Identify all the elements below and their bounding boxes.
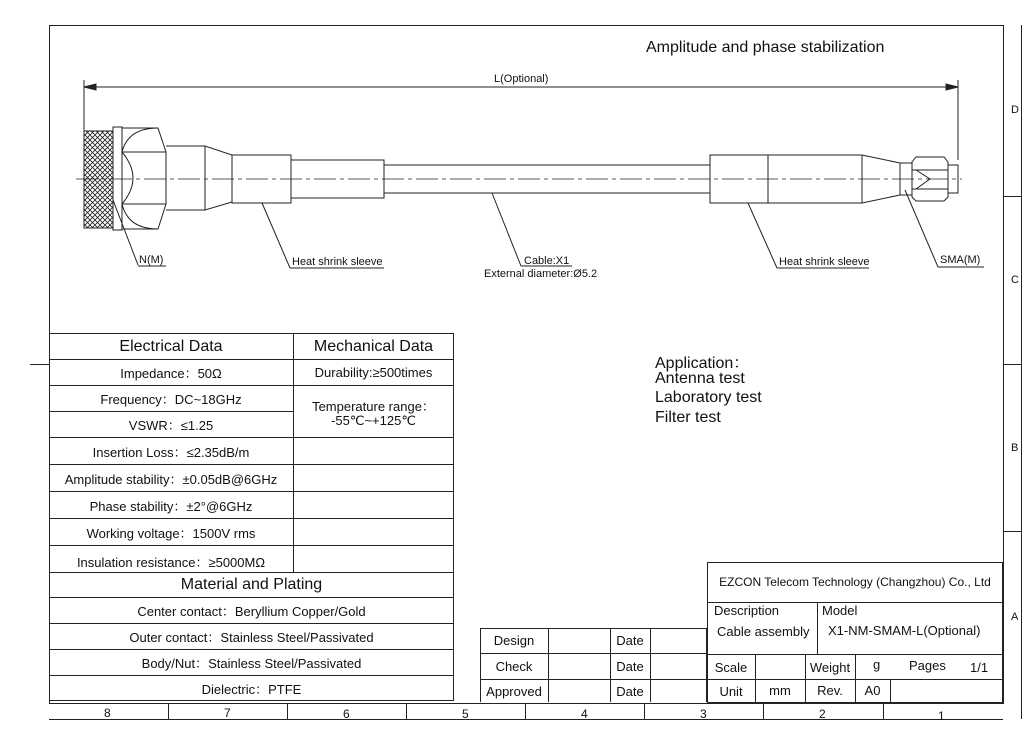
center-mark bbox=[30, 364, 49, 365]
zone-label-8: 8 bbox=[104, 706, 111, 720]
material-row: Outer contact：Stainless Steel/Passivated bbox=[129, 629, 374, 645]
bottom-zone-line bbox=[49, 719, 1003, 720]
drawing-title: Amplitude and phase stabilization bbox=[646, 39, 885, 56]
zone-label-d: D bbox=[1011, 104, 1019, 116]
rev-value: A0 bbox=[864, 682, 881, 698]
sleeve-taper-left bbox=[291, 160, 384, 198]
leader-cable bbox=[492, 193, 521, 266]
electrical-row: Insertion Loss：≤2.35dB/m bbox=[92, 444, 250, 460]
electrical-row: VSWR：≤1.25 bbox=[128, 418, 214, 433]
leader-heat-right bbox=[748, 203, 777, 268]
electrical-row: Amplitude stability：±0.05dB@6GHz bbox=[64, 471, 278, 487]
approved-label: Approved bbox=[486, 683, 542, 699]
col-line bbox=[650, 628, 651, 702]
zone-tick bbox=[1003, 364, 1021, 365]
n-connector-ferrule bbox=[166, 146, 232, 210]
application-item: Filter test bbox=[655, 409, 721, 426]
unit-label: Unit bbox=[719, 683, 743, 699]
zone-tick bbox=[168, 703, 169, 719]
zone-label-5: 5 bbox=[462, 707, 469, 721]
mechanical-header: Mechanical Data bbox=[313, 338, 434, 355]
scale-value bbox=[755, 655, 805, 679]
electrical-row: Insulation resistance：≥5000MΩ bbox=[76, 554, 266, 570]
zone-label-7: 7 bbox=[224, 706, 231, 720]
model-value: X1-NM-SMAM-L(Optional) bbox=[828, 623, 981, 638]
electrical-row: Impedance：50Ω bbox=[120, 366, 222, 381]
application-header: Application： bbox=[655, 355, 750, 372]
zone-tick bbox=[883, 703, 884, 719]
electrical-row: Working voltage：1500V rms bbox=[86, 525, 256, 541]
zone-tick bbox=[644, 703, 645, 719]
weight-label: Weight bbox=[809, 659, 851, 675]
zone-tick bbox=[763, 703, 764, 719]
unit-value: mm bbox=[769, 682, 791, 698]
zone-tick bbox=[287, 703, 288, 719]
zone-tick bbox=[1003, 531, 1021, 532]
model-label: Model bbox=[822, 603, 858, 618]
durability: Durability:≥500times bbox=[314, 365, 433, 380]
row-line bbox=[49, 545, 454, 546]
callout-heat-shrink-right: Heat shrink sleeve bbox=[779, 256, 870, 268]
pages-value: 1/1 bbox=[970, 660, 989, 675]
dimension-arrow-left bbox=[84, 84, 96, 90]
pages-label: Pages bbox=[909, 658, 946, 673]
electrical-row: Phase stability：±2°@6GHz bbox=[89, 498, 253, 514]
material-row: Dielectric：PTFE bbox=[201, 681, 302, 697]
zone-tick bbox=[406, 703, 407, 719]
weight-value: g bbox=[873, 657, 881, 672]
rev-label: Rev. bbox=[817, 682, 843, 698]
temperature-label: Temperature range： bbox=[312, 398, 435, 414]
callout-cable: Cable:X1 bbox=[524, 255, 570, 267]
material-header: Material and Plating bbox=[180, 575, 323, 593]
description-label: Description bbox=[714, 603, 780, 618]
length-label: L(Optional) bbox=[494, 73, 549, 85]
n-connector-knurled-nut bbox=[84, 131, 113, 228]
electrical-header: Electrical Data bbox=[119, 338, 223, 355]
electrical-row: Frequency：DC~18GHz bbox=[100, 392, 242, 407]
callout-heat-shrink-left: Heat shrink sleeve bbox=[292, 256, 383, 268]
zone-tick bbox=[525, 703, 526, 719]
callout-n-connector: N(M) bbox=[139, 254, 164, 266]
dimension-arrow-right bbox=[946, 84, 958, 90]
zone-label-c: C bbox=[1011, 274, 1019, 286]
zone-label-a: A bbox=[1011, 611, 1019, 623]
col-line bbox=[817, 602, 818, 654]
zone-label-4: 4 bbox=[581, 707, 588, 721]
check-label: Check bbox=[495, 659, 533, 674]
leader-n-connector bbox=[113, 200, 138, 265]
description-value: Cable assembly bbox=[717, 624, 810, 639]
date-label: Date bbox=[616, 633, 644, 648]
zone-label-1: 1 bbox=[938, 709, 945, 723]
callout-sma-connector: SMA(M) bbox=[940, 254, 981, 266]
date-label: Date bbox=[616, 683, 644, 699]
zone-label-b: B bbox=[1011, 442, 1019, 454]
leader-sma bbox=[905, 190, 938, 267]
material-row: Body/Nut：Stainless Steel/Passivated bbox=[141, 655, 362, 671]
scale-label: Scale bbox=[714, 659, 748, 675]
temperature-value: -55℃~+125℃ bbox=[331, 413, 416, 428]
zone-label-6: 6 bbox=[343, 707, 350, 721]
application-item: Antenna test bbox=[655, 370, 745, 387]
zone-label-3: 3 bbox=[700, 707, 707, 721]
callout-cable-diameter: External diameter:Ø5.2 bbox=[484, 268, 598, 280]
zone-label-2: 2 bbox=[819, 707, 826, 721]
material-row: Center contact：Beryllium Copper/Gold bbox=[137, 603, 366, 619]
company-name: EZCON Telecom Technology (Changzhou) Co., Ltd bbox=[719, 575, 991, 589]
application-item: Laboratory test bbox=[655, 389, 762, 406]
design-label: Design bbox=[493, 633, 535, 648]
leader-heat-left bbox=[262, 203, 290, 268]
col-line bbox=[890, 679, 891, 703]
date-label: Date bbox=[616, 659, 644, 674]
n-connector-hex-body bbox=[113, 127, 166, 230]
col-line bbox=[548, 628, 549, 702]
